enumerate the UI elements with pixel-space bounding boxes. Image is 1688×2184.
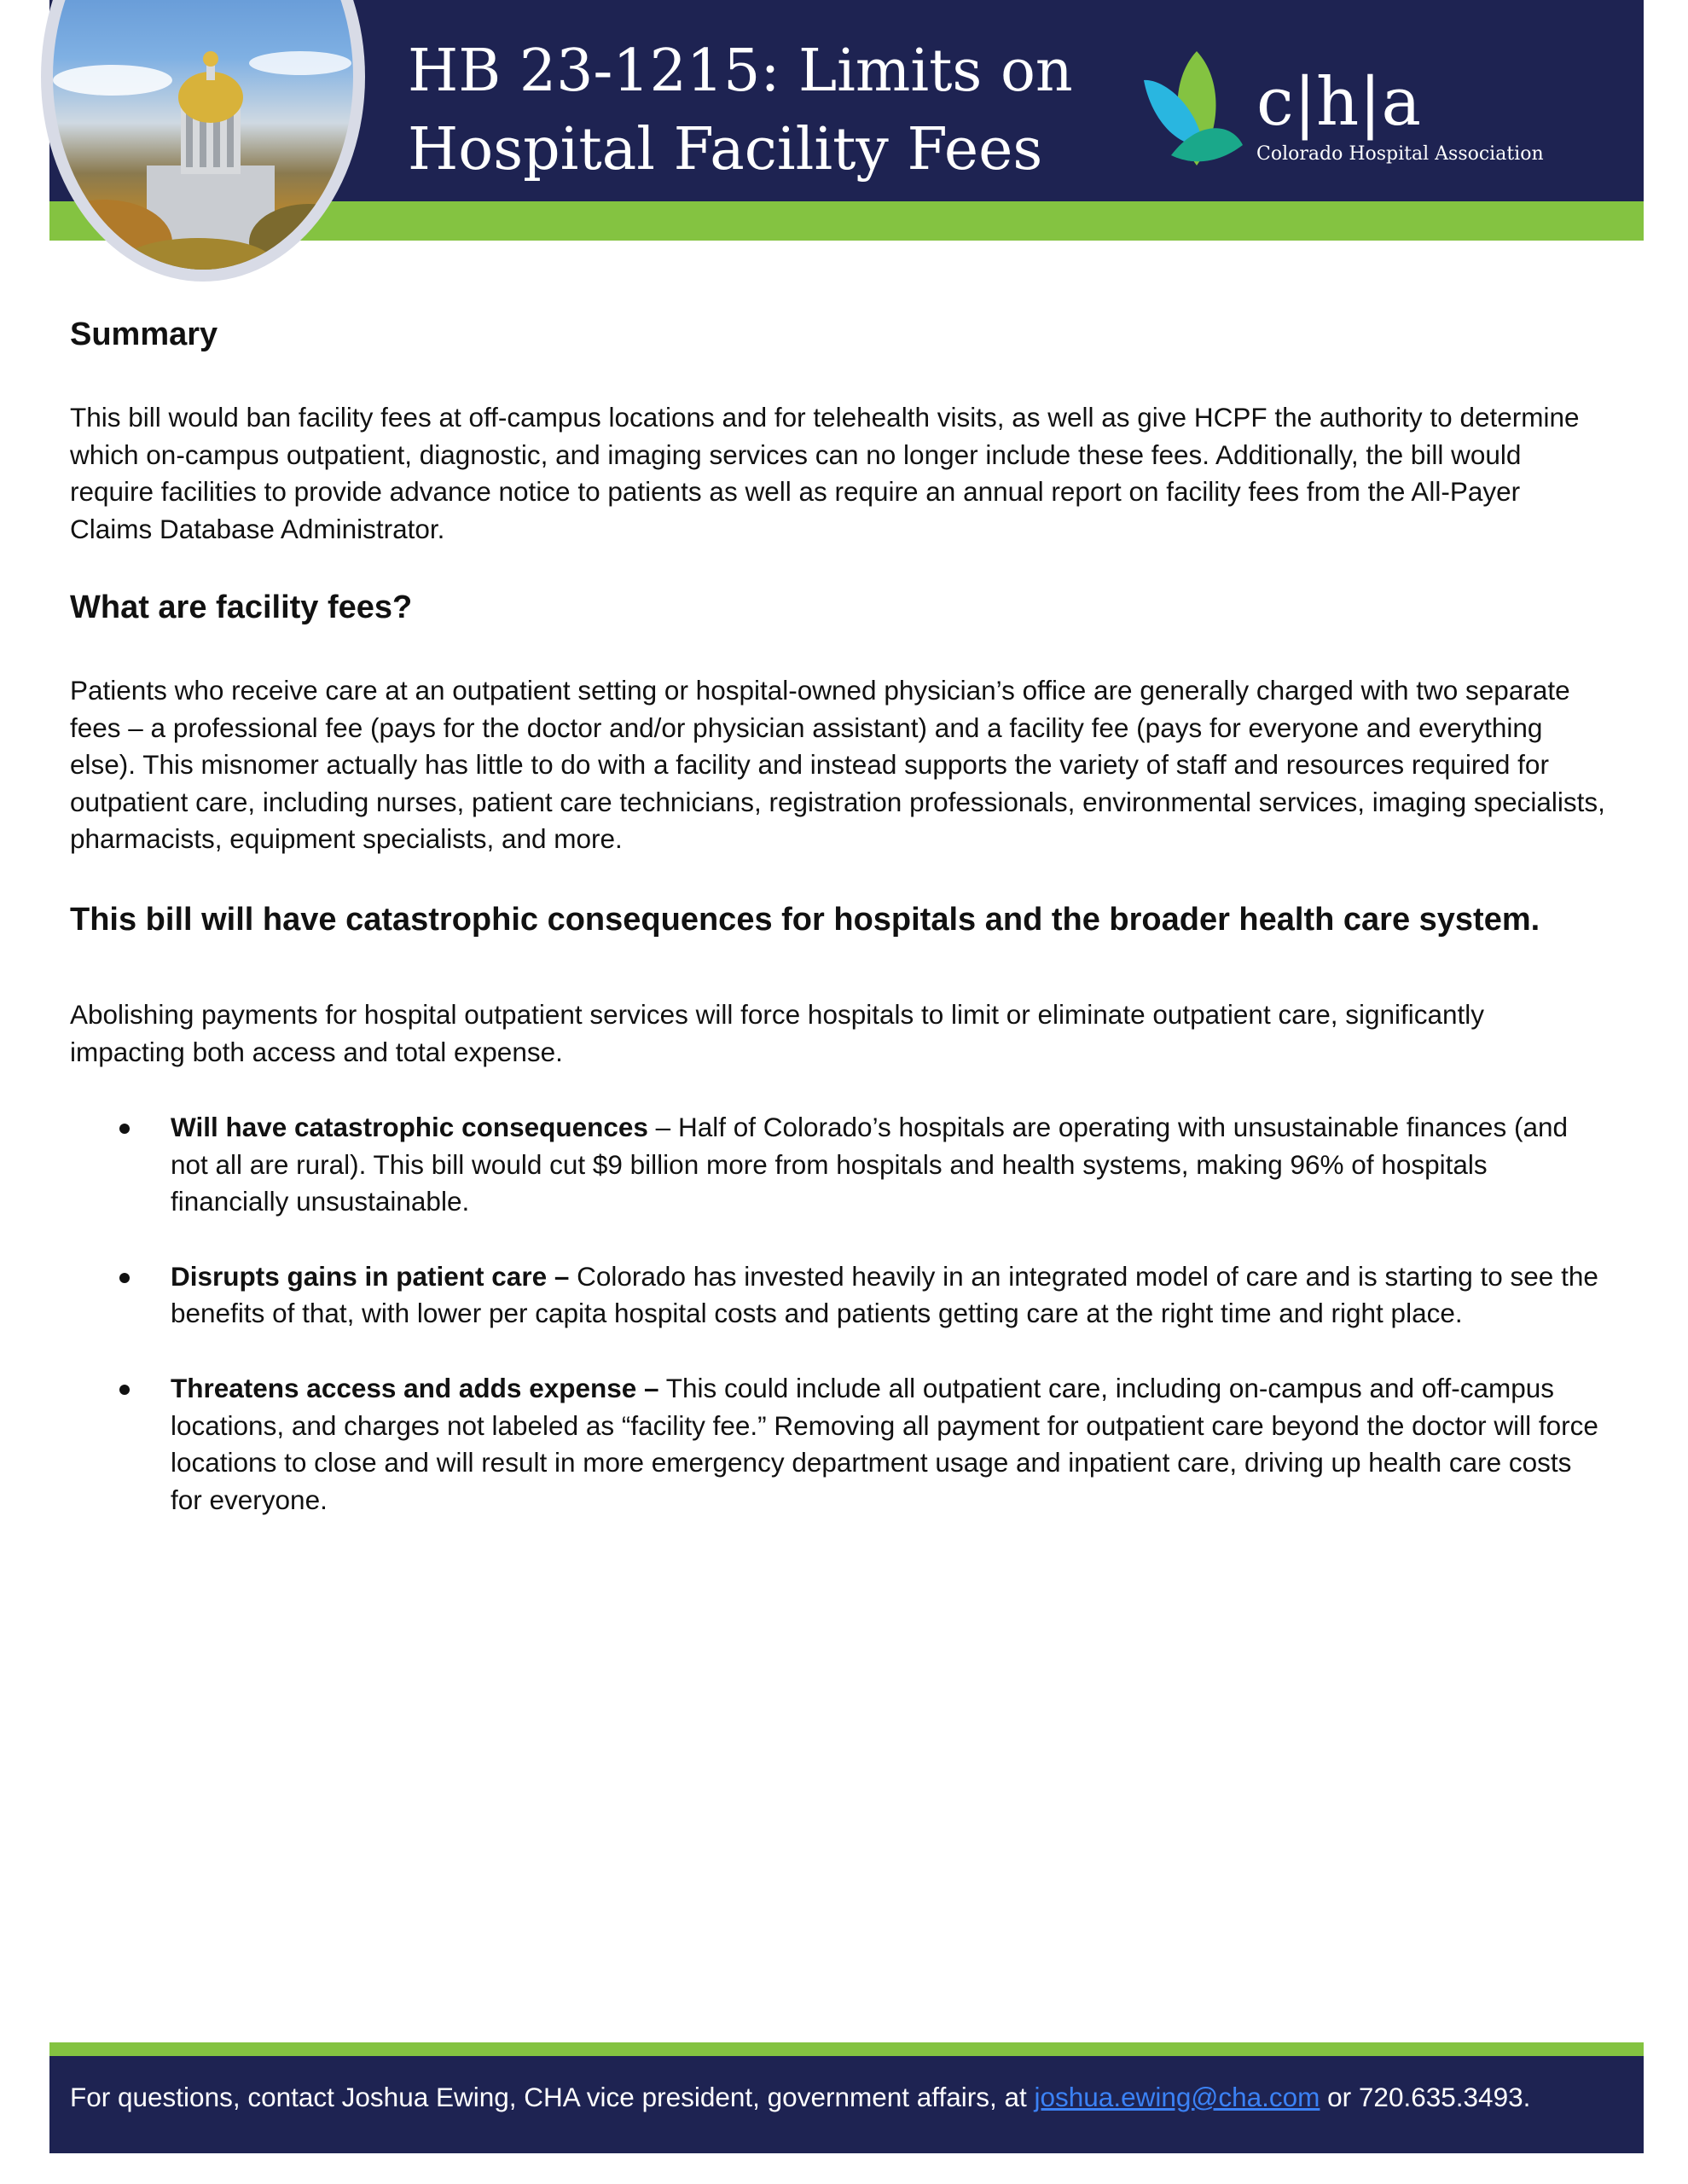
bullet-icon: [119, 1273, 130, 1283]
bullet-icon: [119, 1124, 130, 1134]
title-line-1: HB 23-1215: Limits on: [408, 38, 1073, 105]
bullet-text: Colorado has invested heavily in an integrated model of care and is starting to see the benefits of that, with lower per capita hospital costs and patients getting care at the right time and right place.: [171, 1260, 1598, 1329]
logo-subtitle: Colorado Hospital Association: [1256, 143, 1544, 165]
summary-heading: Summary: [70, 317, 218, 352]
capitol-photo-frame: [41, 0, 365, 282]
footer-green-band: [49, 2042, 1644, 2056]
cha-logo: [1137, 44, 1615, 181]
consequences-intro: Abolishing payments for hospital outpatient services will force hospitals to limit or eliminate outpatient care, significantly impacting both access and total expense.: [70, 999, 1485, 1067]
bullet-text: This could include all outpatient care, including on-campus and off-campus locations, and charges not labeled as “facility fee.” Removing all payment for outpatient care beyond the doctor will force locations to close and will result in more emergency department usage and inpatient care, driving up health care costs for everyone.: [171, 1372, 1598, 1515]
bullet-lead: Threatens access and adds expense –: [171, 1372, 659, 1403]
bullet-text: – Half of Colorado’s hospitals are operating with unsustainable finances (and not all are rural). This bill would cut $9 billion more from hospitals and health systems, making 96% of hospitals financially unsustainable.: [171, 1112, 1568, 1217]
contact-text-after: or 720.635.3493.: [1320, 2082, 1531, 2112]
contact-email-link[interactable]: joshua.ewing@cha.com: [1034, 2082, 1320, 2112]
list-item: [70, 1109, 1605, 1221]
bullet-lead: Disrupts gains in patient care –: [171, 1260, 570, 1292]
page-footer: [49, 2042, 1644, 2153]
contact-text-before: For questions, contact Joshua Ewing, CHA vice president, government affairs, at: [70, 2082, 1035, 2112]
contact-line: [70, 2080, 1530, 2114]
bullet-icon: [119, 1385, 130, 1395]
bullet-lead: Will have catastrophic consequences: [171, 1112, 648, 1142]
consequences-heading: This bill will have catastrophic consequences for hospitals and the broader health care system.: [70, 902, 1540, 938]
page-header: [49, 0, 1644, 241]
summary-paragraph: This bill would ban facility fees at off-campus locations and for telehealth visits, as well as give HCPF the authority to determine which on-campus outpatient, diagnostic, and imaging services can no longer include these fees. Additionally, the bill would require facilities to provide advance notice to patients as well as require an annual report on facility fees from the All-Payer Claims Database Administrator.: [70, 402, 1580, 544]
capitol-building-image: [53, 0, 353, 270]
logo-wordmark: c|h|a: [1256, 64, 1421, 141]
consequences-list: [70, 1109, 1605, 1556]
document-title: [408, 32, 1107, 189]
title-line-2: Hospital Facility Fees: [408, 116, 1043, 183]
facility-fees-heading: What are facility fees?: [70, 590, 413, 625]
list-item: [70, 1370, 1605, 1519]
facility-fees-paragraph: Patients who receive care at an outpatient setting or hospital-owned physician’s office are generally charged with two separate fees – a professional fee (pays for the doctor and/or physician assistant) and a facility fee (pays for everyone and everything else). This misnomer actually has little to do with a facility and instead supports the variety of staff and resources required for outpatient care, including nurses, patient care technicians, registration professionals, environmental services, imaging specialists, pharmacists, equipment specialists, and more.: [70, 675, 1605, 855]
list-item: [70, 1258, 1605, 1333]
cha-leaves-icon: [1137, 44, 1248, 172]
